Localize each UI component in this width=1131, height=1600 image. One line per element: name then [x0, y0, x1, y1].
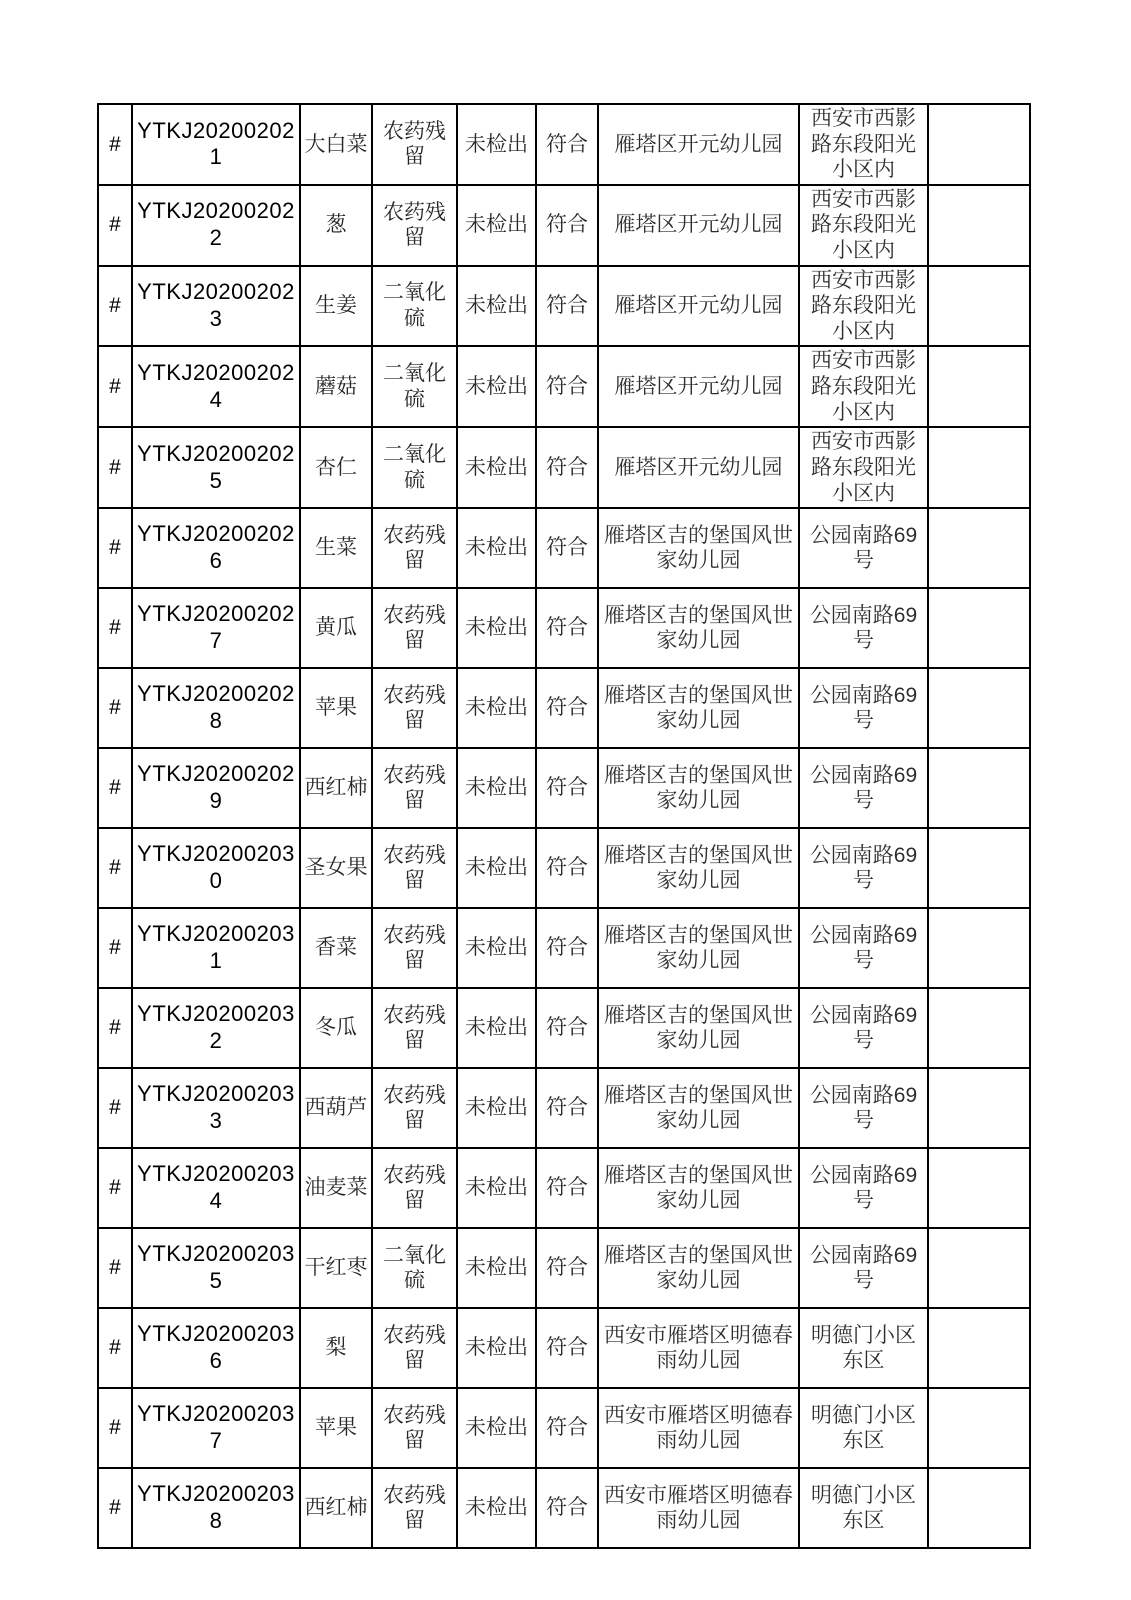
conclusion-cell: 符合 — [536, 1308, 598, 1388]
note-cell — [928, 185, 1030, 266]
result-cell: 未检出 — [457, 1388, 536, 1468]
result-cell: 未检出 — [457, 1308, 536, 1388]
table-row — [98, 828, 1030, 908]
result-cell: 未检出 — [457, 266, 536, 347]
test-item-cell: 二氧化硫 — [372, 266, 457, 347]
sample-id-cell: YTKJ202002038 — [132, 1468, 300, 1548]
test-item-cell: 农药残留 — [372, 1388, 457, 1468]
sample-name-cell: 杏仁 — [300, 427, 372, 508]
seq-cell: # — [98, 1388, 132, 1468]
address-cell: 西安市西影路东段阳光小区内 — [799, 346, 928, 427]
seq-cell: # — [98, 748, 132, 828]
seq-cell: # — [98, 1148, 132, 1228]
sample-id-cell: YTKJ202002030 — [132, 828, 300, 908]
conclusion-cell: 符合 — [536, 185, 598, 266]
seq-cell: # — [98, 1468, 132, 1548]
test-item-cell: 二氧化硫 — [372, 346, 457, 427]
test-item-cell: 农药残留 — [372, 508, 457, 588]
table-row — [98, 266, 1030, 347]
test-item-cell: 农药残留 — [372, 748, 457, 828]
unit-cell: 雁塔区吉的堡国风世家幼儿园 — [598, 1228, 799, 1308]
note-cell — [928, 104, 1030, 185]
test-item-cell: 农药残留 — [372, 668, 457, 748]
sample-id-cell: YTKJ202002029 — [132, 748, 300, 828]
sample-name-cell: 生姜 — [300, 266, 372, 347]
test-item-cell: 农药残留 — [372, 1468, 457, 1548]
sample-id-cell: YTKJ202002024 — [132, 346, 300, 427]
test-item-cell: 农药残留 — [372, 104, 457, 185]
sample-name-cell: 生菜 — [300, 508, 372, 588]
note-cell — [928, 1308, 1030, 1388]
test-item-cell: 农药残留 — [372, 588, 457, 668]
note-cell — [928, 828, 1030, 908]
note-cell — [928, 588, 1030, 668]
unit-cell: 雁塔区开元幼儿园 — [598, 185, 799, 266]
conclusion-cell: 符合 — [536, 427, 598, 508]
sample-id-cell: YTKJ202002023 — [132, 266, 300, 347]
conclusion-cell: 符合 — [536, 104, 598, 185]
sample-id-cell: YTKJ202002026 — [132, 508, 300, 588]
sample-id-cell: YTKJ202002031 — [132, 908, 300, 988]
sample-name-cell: 圣女果 — [300, 828, 372, 908]
test-item-cell: 二氧化硫 — [372, 1228, 457, 1308]
address-cell: 西安市西影路东段阳光小区内 — [799, 104, 928, 185]
table-row — [98, 104, 1030, 185]
table-row — [98, 346, 1030, 427]
note-cell — [928, 908, 1030, 988]
conclusion-cell: 符合 — [536, 1148, 598, 1228]
result-cell: 未检出 — [457, 185, 536, 266]
result-cell: 未检出 — [457, 908, 536, 988]
unit-cell: 雁塔区吉的堡国风世家幼儿园 — [598, 508, 799, 588]
sample-id-cell: YTKJ202002033 — [132, 1068, 300, 1148]
table-row — [98, 588, 1030, 668]
result-cell: 未检出 — [457, 1068, 536, 1148]
result-cell: 未检出 — [457, 346, 536, 427]
table-row — [98, 185, 1030, 266]
conclusion-cell: 符合 — [536, 1228, 598, 1308]
address-cell: 西安市西影路东段阳光小区内 — [799, 266, 928, 347]
seq-cell: # — [98, 668, 132, 748]
address-cell: 公园南路69号 — [799, 588, 928, 668]
address-cell: 公园南路69号 — [799, 828, 928, 908]
unit-cell: 西安市雁塔区明德春雨幼儿园 — [598, 1468, 799, 1548]
test-item-cell: 二氧化硫 — [372, 427, 457, 508]
seq-cell: # — [98, 104, 132, 185]
address-cell: 公园南路69号 — [799, 508, 928, 588]
address-cell: 西安市西影路东段阳光小区内 — [799, 427, 928, 508]
unit-cell: 雁塔区吉的堡国风世家幼儿园 — [598, 1068, 799, 1148]
table-row — [98, 1308, 1030, 1388]
note-cell — [928, 1228, 1030, 1308]
table-row — [98, 427, 1030, 508]
sample-name-cell: 黄瓜 — [300, 588, 372, 668]
result-cell: 未检出 — [457, 828, 536, 908]
sample-name-cell: 香菜 — [300, 908, 372, 988]
seq-cell: # — [98, 427, 132, 508]
table-row — [98, 908, 1030, 988]
sample-id-cell: YTKJ202002036 — [132, 1308, 300, 1388]
result-cell: 未检出 — [457, 1228, 536, 1308]
table-row — [98, 1228, 1030, 1308]
test-item-cell: 农药残留 — [372, 1068, 457, 1148]
unit-cell: 西安市雁塔区明德春雨幼儿园 — [598, 1308, 799, 1388]
note-cell — [928, 346, 1030, 427]
sample-id-cell: YTKJ202002034 — [132, 1148, 300, 1228]
result-cell: 未检出 — [457, 748, 536, 828]
seq-cell: # — [98, 266, 132, 347]
test-item-cell: 农药残留 — [372, 828, 457, 908]
note-cell — [928, 427, 1030, 508]
sample-id-cell: YTKJ202002025 — [132, 427, 300, 508]
note-cell — [928, 1388, 1030, 1468]
seq-cell: # — [98, 588, 132, 668]
result-cell: 未检出 — [457, 668, 536, 748]
table-row — [98, 668, 1030, 748]
unit-cell: 雁塔区开元幼儿园 — [598, 346, 799, 427]
address-cell: 明德门小区东区 — [799, 1308, 928, 1388]
test-item-cell: 农药残留 — [372, 988, 457, 1068]
sample-name-cell: 冬瓜 — [300, 988, 372, 1068]
address-cell: 公园南路69号 — [799, 1148, 928, 1228]
address-cell: 公园南路69号 — [799, 1228, 928, 1308]
sample-id-cell: YTKJ202002027 — [132, 588, 300, 668]
address-cell: 明德门小区东区 — [799, 1468, 928, 1548]
sample-name-cell: 蘑菇 — [300, 346, 372, 427]
note-cell — [928, 1468, 1030, 1548]
conclusion-cell: 符合 — [536, 508, 598, 588]
sample-id-cell: YTKJ202002028 — [132, 668, 300, 748]
note-cell — [928, 266, 1030, 347]
seq-cell: # — [98, 346, 132, 427]
result-cell: 未检出 — [457, 508, 536, 588]
table-row — [98, 748, 1030, 828]
conclusion-cell: 符合 — [536, 668, 598, 748]
conclusion-cell: 符合 — [536, 988, 598, 1068]
unit-cell: 雁塔区开元幼儿园 — [598, 266, 799, 347]
sample-id-cell: YTKJ202002032 — [132, 988, 300, 1068]
note-cell — [928, 508, 1030, 588]
seq-cell: # — [98, 508, 132, 588]
address-cell: 公园南路69号 — [799, 988, 928, 1068]
test-item-cell: 农药残留 — [372, 185, 457, 266]
sample-name-cell: 苹果 — [300, 1388, 372, 1468]
seq-cell: # — [98, 828, 132, 908]
note-cell — [928, 1068, 1030, 1148]
conclusion-cell: 符合 — [536, 346, 598, 427]
sample-name-cell: 西红柿 — [300, 1468, 372, 1548]
address-cell: 公园南路69号 — [799, 908, 928, 988]
note-cell — [928, 668, 1030, 748]
sample-name-cell: 葱 — [300, 185, 372, 266]
sample-id-cell: YTKJ202002021 — [132, 104, 300, 185]
note-cell — [928, 748, 1030, 828]
sample-name-cell: 大白菜 — [300, 104, 372, 185]
sample-name-cell: 梨 — [300, 1308, 372, 1388]
sample-name-cell: 苹果 — [300, 668, 372, 748]
conclusion-cell: 符合 — [536, 266, 598, 347]
sampling-results-table — [97, 103, 1031, 1549]
seq-cell: # — [98, 1308, 132, 1388]
seq-cell: # — [98, 185, 132, 266]
test-item-cell: 农药残留 — [372, 1308, 457, 1388]
unit-cell: 雁塔区吉的堡国风世家幼儿园 — [598, 588, 799, 668]
conclusion-cell: 符合 — [536, 1068, 598, 1148]
table-row — [98, 1388, 1030, 1468]
unit-cell: 雁塔区吉的堡国风世家幼儿园 — [598, 1148, 799, 1228]
address-cell: 明德门小区东区 — [799, 1388, 928, 1468]
sample-name-cell: 西葫芦 — [300, 1068, 372, 1148]
seq-cell: # — [98, 1228, 132, 1308]
unit-cell: 雁塔区开元幼儿园 — [598, 427, 799, 508]
sample-id-cell: YTKJ202002035 — [132, 1228, 300, 1308]
result-cell: 未检出 — [457, 588, 536, 668]
unit-cell: 雁塔区吉的堡国风世家幼儿园 — [598, 748, 799, 828]
sample-name-cell: 西红柿 — [300, 748, 372, 828]
note-cell — [928, 988, 1030, 1068]
seq-cell: # — [98, 1068, 132, 1148]
table-row — [98, 508, 1030, 588]
note-cell — [928, 1148, 1030, 1228]
unit-cell: 雁塔区吉的堡国风世家幼儿园 — [598, 668, 799, 748]
result-cell: 未检出 — [457, 1148, 536, 1228]
test-item-cell: 农药残留 — [372, 908, 457, 988]
sample-name-cell: 干红枣 — [300, 1228, 372, 1308]
conclusion-cell: 符合 — [536, 1468, 598, 1548]
table-row — [98, 988, 1030, 1068]
table-row — [98, 1148, 1030, 1228]
conclusion-cell: 符合 — [536, 588, 598, 668]
unit-cell: 雁塔区吉的堡国风世家幼儿园 — [598, 908, 799, 988]
test-item-cell: 农药残留 — [372, 1148, 457, 1228]
sample-name-cell: 油麦菜 — [300, 1148, 372, 1228]
address-cell: 西安市西影路东段阳光小区内 — [799, 185, 928, 266]
address-cell: 公园南路69号 — [799, 748, 928, 828]
address-cell: 公园南路69号 — [799, 1068, 928, 1148]
unit-cell: 西安市雁塔区明德春雨幼儿园 — [598, 1388, 799, 1468]
unit-cell: 雁塔区吉的堡国风世家幼儿园 — [598, 988, 799, 1068]
unit-cell: 雁塔区吉的堡国风世家幼儿园 — [598, 828, 799, 908]
address-cell: 公园南路69号 — [799, 668, 928, 748]
sample-id-cell: YTKJ202002037 — [132, 1388, 300, 1468]
seq-cell: # — [98, 908, 132, 988]
sample-id-cell: YTKJ202002022 — [132, 185, 300, 266]
conclusion-cell: 符合 — [536, 828, 598, 908]
result-cell: 未检出 — [457, 104, 536, 185]
conclusion-cell: 符合 — [536, 908, 598, 988]
table-row — [98, 1468, 1030, 1548]
result-cell: 未检出 — [457, 988, 536, 1068]
conclusion-cell: 符合 — [536, 748, 598, 828]
conclusion-cell: 符合 — [536, 1388, 598, 1468]
unit-cell: 雁塔区开元幼儿园 — [598, 104, 799, 185]
seq-cell: # — [98, 988, 132, 1068]
result-cell: 未检出 — [457, 1468, 536, 1548]
result-cell: 未检出 — [457, 427, 536, 508]
table-row — [98, 1068, 1030, 1148]
